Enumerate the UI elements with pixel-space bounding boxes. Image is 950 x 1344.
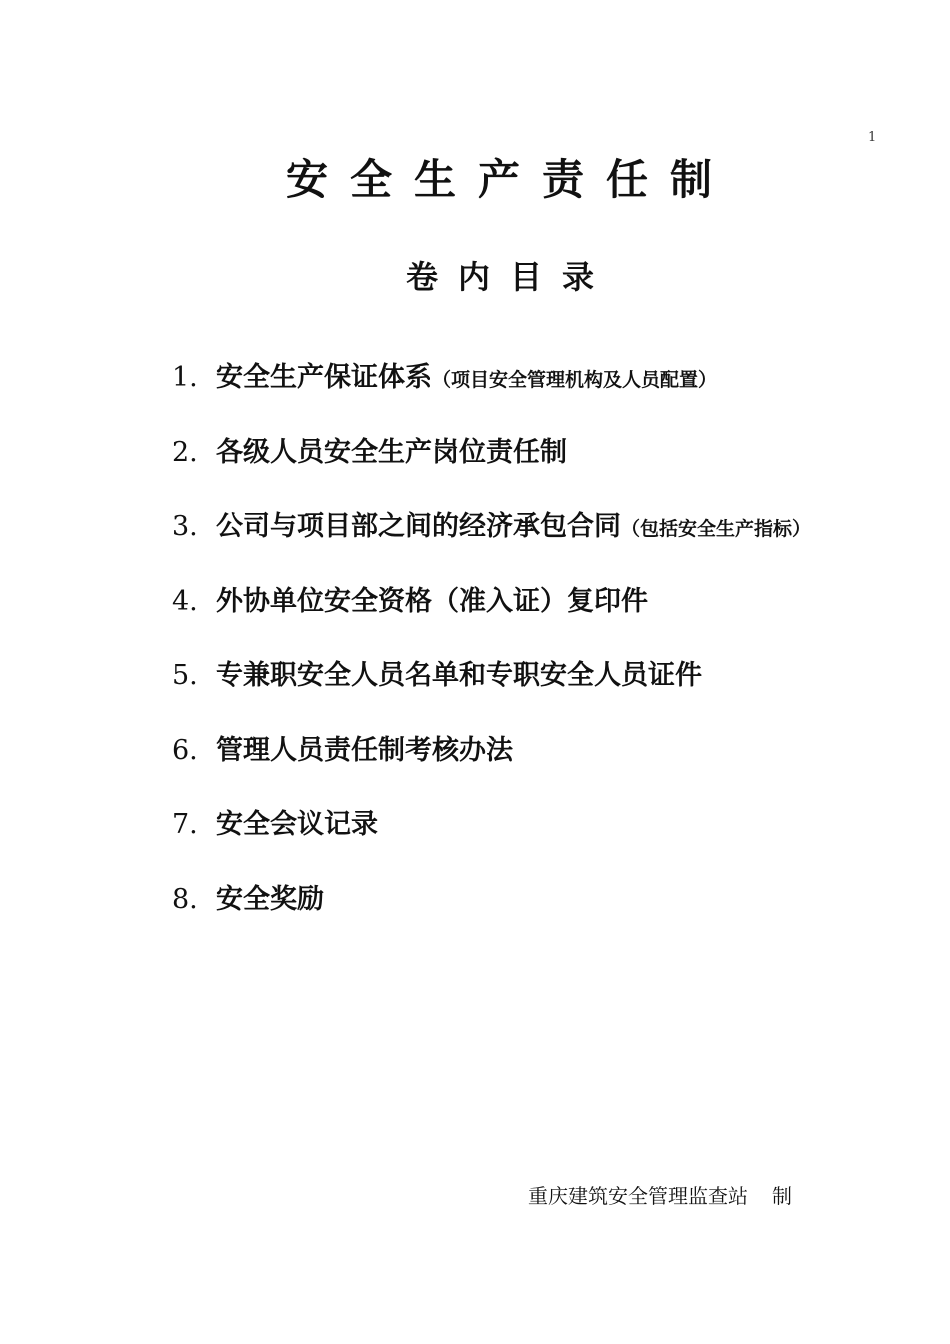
toc-item-text: 公司与项目部之间的经济承包合同 xyxy=(216,511,621,542)
toc-item-number: 2. xyxy=(172,436,198,468)
toc-item-number: 4. xyxy=(172,585,198,617)
toc-item xyxy=(172,803,912,878)
toc-item-number: 5. xyxy=(172,660,198,691)
toc-item-number: 3. xyxy=(172,511,198,542)
toc-item xyxy=(172,356,912,431)
footer-suffix: 制 xyxy=(772,1184,792,1208)
toc-item-text: 安全生产保证体系 xyxy=(216,362,432,393)
toc-item-number: 8. xyxy=(172,883,198,915)
toc-item xyxy=(172,431,912,506)
toc-item-number: 6. xyxy=(172,734,198,766)
toc-item-text: 管理人员责任制考核办法 xyxy=(216,734,513,766)
toc-item-text: 各级人员安全生产岗位责任制 xyxy=(216,436,567,468)
document-title: 安全生产责任制 xyxy=(285,155,734,204)
footer-issuer xyxy=(528,1180,792,1209)
toc-item xyxy=(172,654,912,729)
toc-item xyxy=(172,878,912,953)
toc-item-note: （项目安全管理机构及人员配置） xyxy=(432,369,718,391)
page-number: 1 xyxy=(868,130,877,145)
toc-item xyxy=(172,729,912,804)
toc-item-text: 外协单位安全资格（准入证）复印件 xyxy=(216,585,648,617)
footer-organization: 重庆建筑安全管理监查站 xyxy=(528,1184,748,1208)
toc-item-text: 专兼职安全人员名单和专职安全人员证件 xyxy=(216,660,702,691)
toc-item-text: 安全奖励 xyxy=(216,883,324,915)
toc-item xyxy=(172,580,912,655)
toc-item-number: 7. xyxy=(172,809,198,840)
document-subtitle: 卷内目录 xyxy=(405,258,614,296)
table-of-contents xyxy=(172,356,912,952)
toc-item-text: 安全会议记录 xyxy=(216,809,378,840)
toc-item xyxy=(172,505,912,580)
toc-item-note: （包括安全生产指标） xyxy=(621,518,812,540)
toc-item-number: 1. xyxy=(172,362,198,393)
